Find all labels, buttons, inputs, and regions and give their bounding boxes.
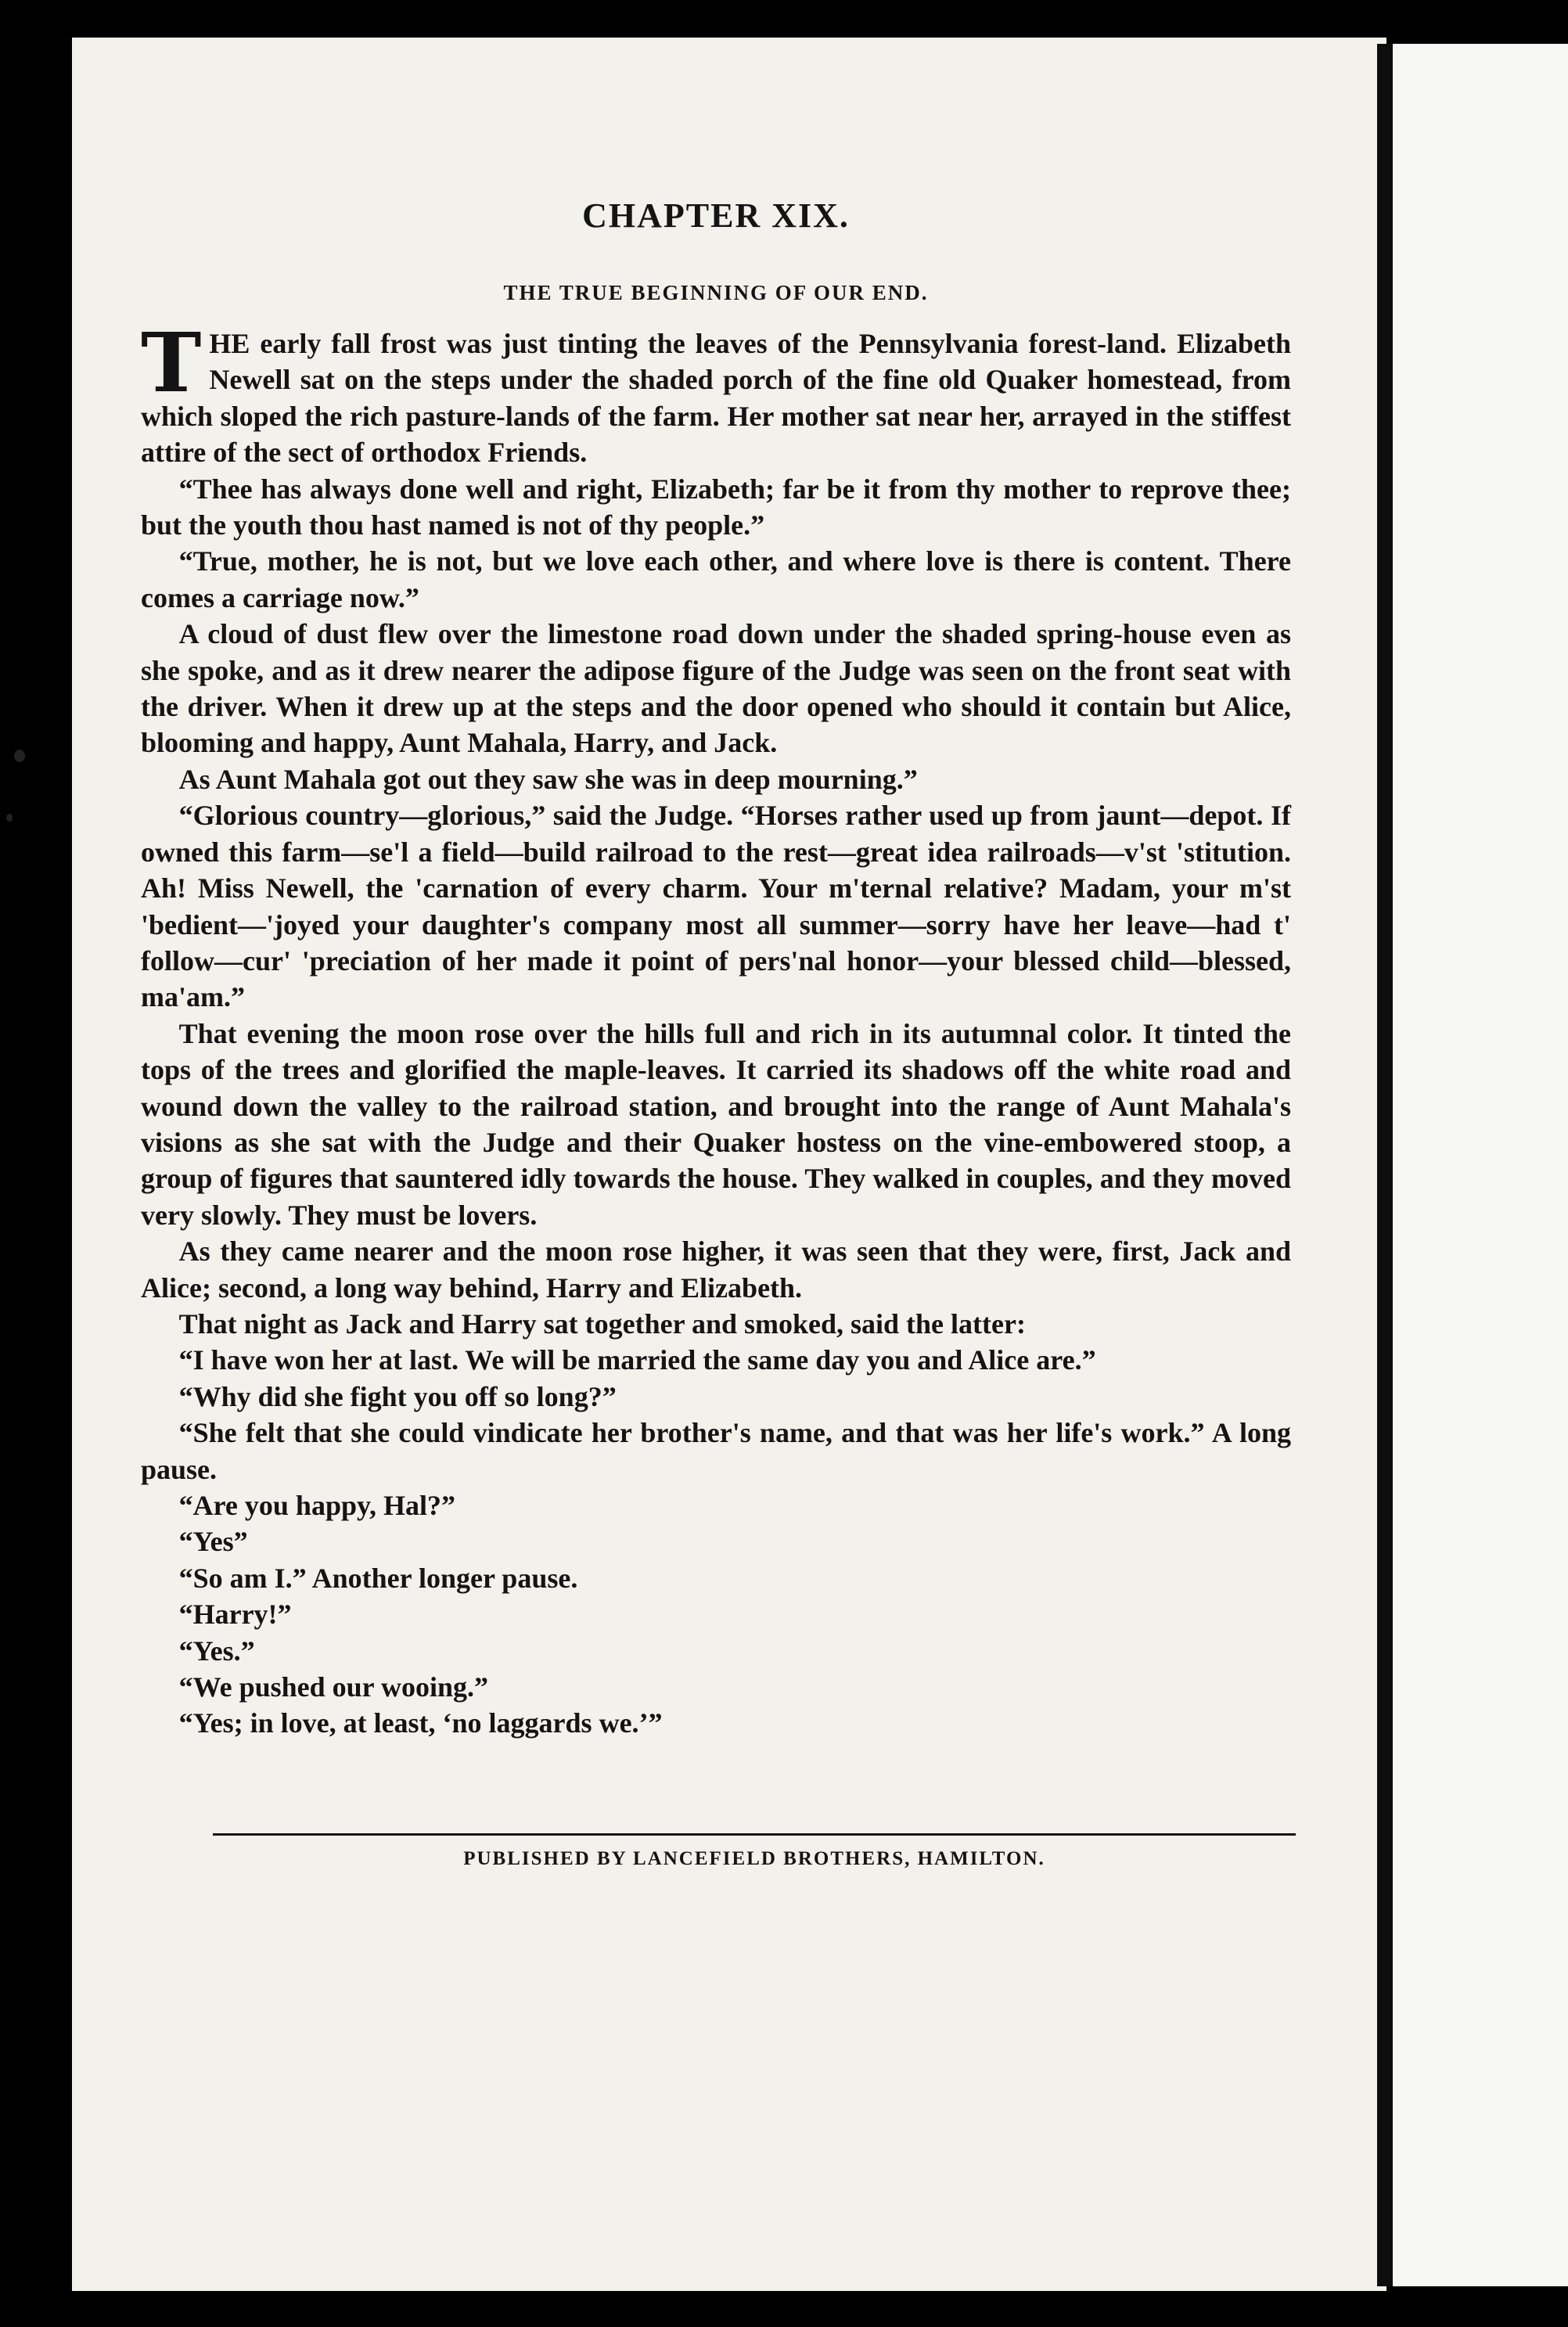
paragraph: That night as Jack and Harry sat together and smoked, said the latter: (178, 1307, 1026, 1340)
paragraph-text: HE early fall frost was just tinting the leaves of the Pennsylvania forest-land. Elizabeth Newell sat on the steps under the shaded porch of the fine old Quaker homestead, from which sloped the rich pasture-lands of the farm. Her mother sat near her, arrayed in the stiffest attire of the sect of orthodox Friends. (141, 328, 1291, 469)
paragraph: “True, mother, he is not, but we love each other, and where love is there is content. There comes a carriage now.” (141, 545, 1291, 613)
paragraph: As they came nearer and the moon rose higher, it was seen that they were, first, Jack and Alice; second, a long way behind, Harry and Elizabeth. (141, 1235, 1291, 1304)
paragraph: “Thee has always done well and right, Elizabeth; far be it from thy mother to reprove thee; but the youth thou hast named is not of thy people.” (141, 473, 1291, 541)
paragraph: “We pushed our wooing.” (178, 1671, 489, 1703)
paragraph: “She felt that she could vindicate her brother's name, and that was her life's work.” A long pause. (141, 1417, 1291, 1485)
paragraph: “Yes” (178, 1526, 248, 1558)
paragraph: A cloud of dust flew over the limestone road down under the shaded spring-house even as she spoke, and as it drew nearer the adipose figure of the Judge was seen on the front seat with the driver. When it drew up at the steps and the door opened who should it contain but Alice, blooming and happy, Aunt Mahala, Harry, and Jack. (141, 618, 1291, 759)
page-gutter-shadow (1377, 44, 1394, 2286)
page-content (141, 196, 1291, 1742)
paragraph: As Aunt Mahala got out they saw she was in deep mourning.” (178, 763, 918, 795)
scan-speck (6, 814, 13, 822)
body-text (141, 315, 1291, 1742)
paragraph: “Yes.” (178, 1635, 255, 1667)
section-title: THE TRUE BEGINNING OF OUR END. (503, 281, 929, 304)
paragraph: “Yes; in love, at least, ‘no laggards we.’” (178, 1707, 663, 1739)
scan-speck (14, 750, 25, 762)
paragraph: “Glorious country—glorious,” said the Judge. “Horses rather used up from jaunt—depot. If owned this farm—se'l a field—build railroad to the rest—great idea railroads—v'st 'stitution. Ah! Miss Newell, the 'carnation of every charm. Your m'ternal relative? Madam, your m'st 'bedient—'joyed your daughter's company most all summer—sorry have her leave—had t' follow—cur' 'preciation of her made it point of pers'nal honor—your blessed child—blessed, ma'am.” (141, 800, 1291, 1013)
facing-page-edge (1393, 44, 1568, 2286)
paragraph: “Why did she fight you off so long?” (178, 1380, 617, 1412)
paragraph: “I have won her at last. We will be married the same day you and Alice are.” (178, 1344, 1096, 1376)
paragraph: “So am I.” Another longer pause. (178, 1562, 578, 1594)
paragraph (141, 315, 1291, 471)
drop-cap: T (141, 315, 202, 411)
chapter-title: CHAPTER XIX. (582, 196, 850, 235)
paragraph: “Are you happy, Hal?” (178, 1490, 456, 1521)
paragraph: “Harry!” (178, 1599, 292, 1631)
paragraph: That evening the moon rose over the hills full and rich in its autumnal color. It tinted the tops of the trees and glorified the maple-leaves. It carried its shadows off the white road and wound down the valley to the railroad station, and brought into the range of Aunt Mahala's visions as she sat with the Judge and their Quaker hostess on the vine-embowered stoop, a group of figures that sauntered idly towards the house. They walked in couples, and they moved very slowly. They must be lovers. (141, 1017, 1291, 1231)
publisher-footer: PUBLISHED BY LANCEFIELD BROTHERS, HAMILTON. (213, 1833, 1296, 1870)
